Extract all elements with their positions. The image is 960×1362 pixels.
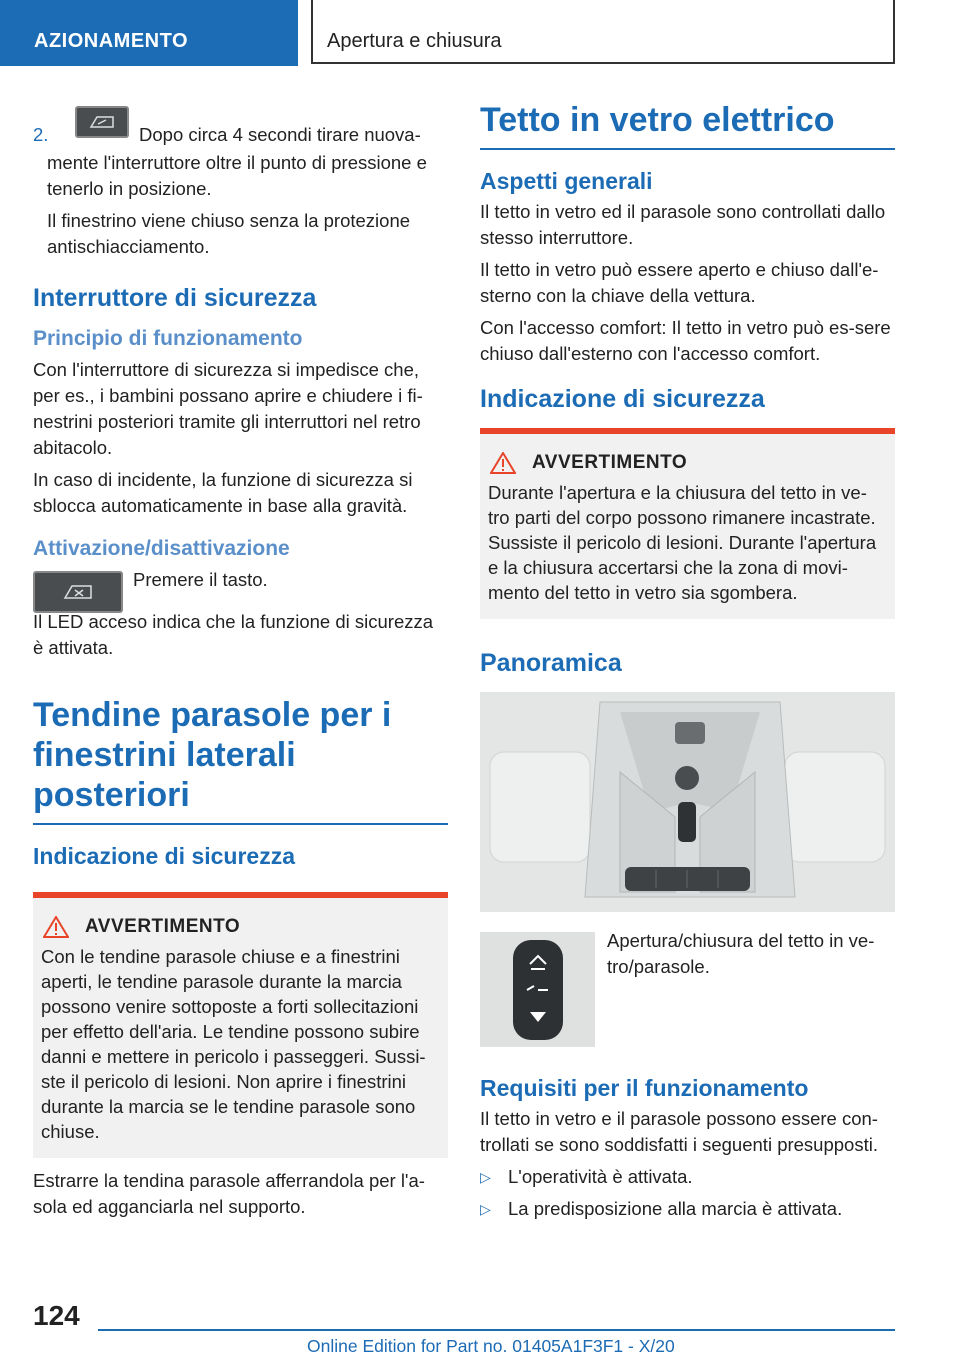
step-note: Il finestrino viene chiuso senza la protezione antischiacciamento. [47, 210, 411, 257]
warning-title: AVVERTIMENTO [85, 916, 241, 937]
activation-paragraph-1: Premere il tasto. [133, 569, 268, 590]
principle-paragraph-1: Con l'interruttore di sicurezza si impedisce che, per es., i bambini possano aprire e chiudere i fi-nestrini posteriori tramite gli interruttori nel retro abitacolo. [33, 359, 423, 458]
list-item [480, 1196, 895, 1222]
general-paragraph-2: Il tetto in vetro può essere aperto e chiuso dall'e-sterno con la chiave della vettura. [480, 259, 879, 306]
general-paragraph-1: Il tetto in vetro ed il parasole sono controllati dallo stesso interruttore. [480, 201, 886, 248]
footer-rule [98, 1329, 895, 1331]
safety-note-heading: Indicazione di sicurezza [33, 843, 296, 869]
warning-header [41, 916, 440, 938]
roof-heading: Tetto in vetro elettrico [480, 101, 835, 139]
edition-text: Online Edition for Part no. 01405A1F3F1 - X/20 [307, 1336, 675, 1356]
principle-paragraph-2: In caso di incidente, la funzione di sicurezza si sblocca automaticamente in base alla gravità. [33, 469, 413, 516]
window-switch-icon [75, 106, 129, 138]
overview-heading: Panoramica [480, 649, 622, 677]
chapter-tab [311, 0, 895, 64]
warning-text: Con le tendine parasole chiuse e a finestrini aperti, le tendine parasole durante la marcia possono venire sottoposte a forti sollecitazioni per effetto dell'aria. Le tendine possono subire danni e mettere in pericolo i passeggeri. Sussi-ste il pericolo di lesioni. Non aprire i finestrini durante la marcia se le tendine parasole sono chiuse. [41, 946, 426, 1142]
roof-warning-text: Durante l'apertura e la chiusura del tetto in ve-tro parti del corpo possono rimanere incastrate. Sussiste il pericolo di lesioni. Durante l'apertura e la chiusura accertarsi che la zona di movi-mento del tetto in vetro sia sgombera. [488, 482, 877, 603]
general-paragraph-3: Con l'accesso comfort: Il tetto in vetro può es-sere chiuso dall'esterno con l'accesso comfort. [480, 317, 891, 364]
warning-triangle-icon [490, 452, 516, 474]
page-number: 124 [33, 1300, 80, 1331]
list-item [480, 1164, 895, 1190]
section-title: AZIONAMENTO [34, 30, 189, 52]
step-number: 2. [33, 124, 49, 145]
left-column [33, 100, 448, 1226]
step-text-line1: Dopo circa 4 secondi tirare nuova- [139, 124, 421, 145]
roof-safety-heading: Indicazione di sicurezza [480, 385, 765, 413]
child-lock-switch-icon [33, 571, 123, 613]
roof-warning-title: AVVERTIMENTO [532, 452, 688, 473]
activation-block [33, 567, 448, 613]
safety-switch-heading: Interruttore di sicurezza [33, 284, 317, 312]
sunblind-heading: Tendine parasole per i finestrini laterali posteriori [33, 696, 392, 814]
requirements-list [480, 1164, 895, 1222]
section-tab [0, 0, 298, 66]
right-column [480, 100, 895, 1228]
list-item-text: La predisposizione alla marcia è attivata. [508, 1198, 843, 1219]
roof-heading-block [480, 100, 895, 150]
roof-switch-photo [480, 932, 595, 1047]
requirements-paragraph: Il tetto in vetro e il parasole possono essere con-trollati se sono soddisfatti i seguenti presupposti. [480, 1108, 878, 1155]
sunblind-heading-block [33, 695, 448, 825]
roof-warning-header [488, 452, 887, 474]
final-paragraph: Estrarre la tendina parasole afferrandola per l'a-sola ed agganciarla nel supporto. [33, 1170, 425, 1217]
activation-paragraph-2: Il LED acceso indica che la funzione di sicurezza è attivata. [33, 611, 434, 658]
roof-warning-box [480, 428, 895, 619]
switch-block [480, 932, 895, 1047]
list-item-text: L'operatività è attivata. [508, 1166, 693, 1187]
step-item [33, 100, 448, 148]
principle-heading: Principio di funzionamento [33, 327, 303, 350]
general-heading: Aspetti generali [480, 168, 653, 194]
switch-caption: Apertura/chiusura del tetto in ve-tro/parasole. [607, 930, 875, 977]
bullet-triangle-icon: ▷ [480, 1169, 491, 1185]
chapter-title: Apertura e chiusura [327, 30, 502, 52]
bullet-triangle-icon: ▷ [480, 1201, 491, 1217]
activation-heading: Attivazione/disattivazione [33, 537, 290, 560]
requirements-heading: Requisiti per il funzionamento [480, 1075, 809, 1101]
warning-triangle-icon [43, 916, 69, 938]
roof-console-photo [480, 692, 895, 912]
step-text: mente l'interruttore oltre il punto di pressione e tenerlo in posizione. [47, 152, 427, 199]
warning-box [33, 892, 448, 1158]
